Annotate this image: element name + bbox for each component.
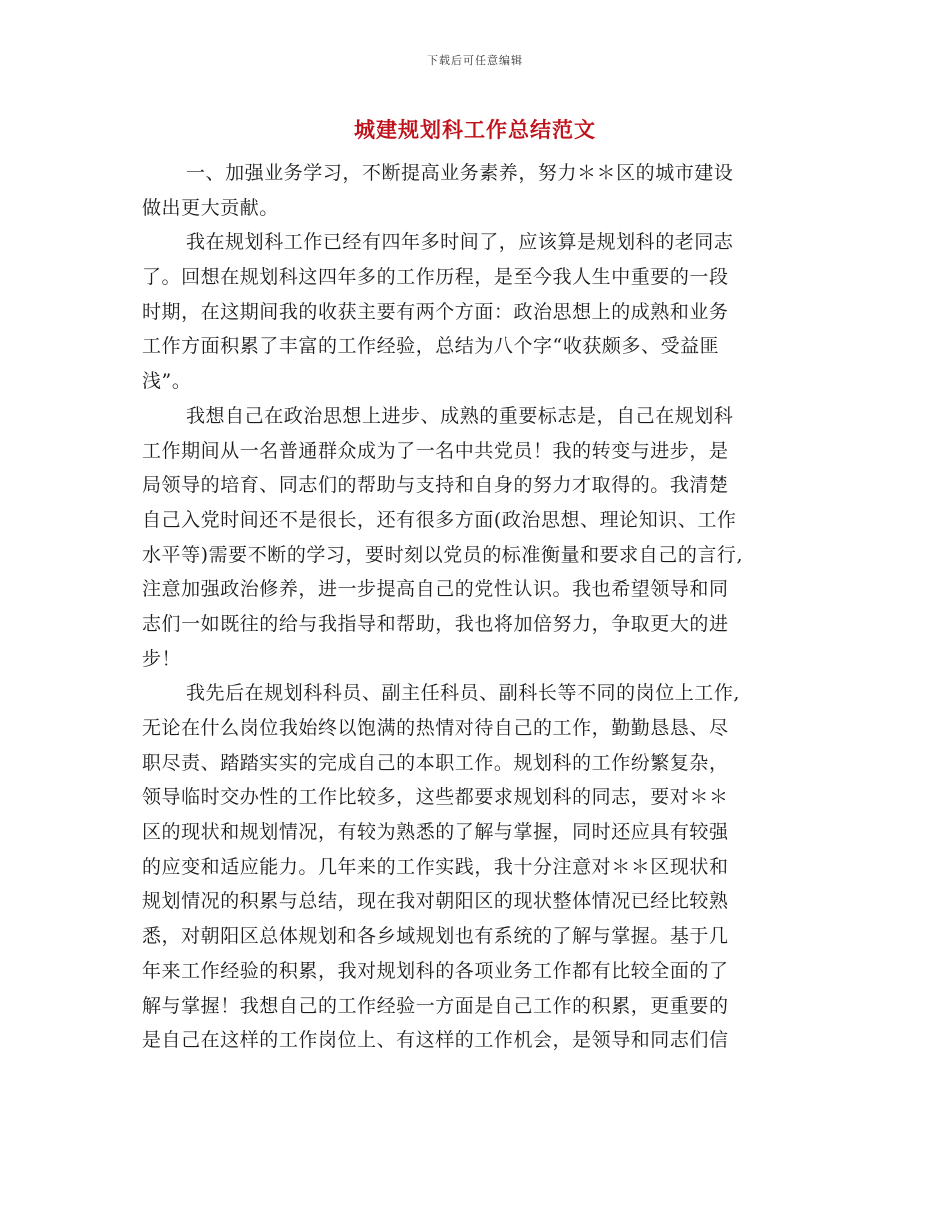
text-line: 局领导的培育、同志们的帮助与支持和自身的努力才取得的。我清楚 bbox=[142, 474, 729, 497]
header-note: 下载后可任意编辑 bbox=[427, 54, 523, 67]
text-line: 区的现状和规划情况，有较为熟悉的了解与掌握，同时还应具有较强 bbox=[142, 821, 729, 844]
text-line: 了。回想在规划科这四年多的工作历程，是至今我人生中重要的一段 bbox=[142, 266, 729, 289]
text-line: 无论在什么岗位我始终以饱满的热情对待自己的工作，勤勤恳恳、尽 bbox=[142, 717, 729, 739]
text-line: 悉，对朝阳区总体规划和各乡域规划也有系统的了解与掌握。基于几 bbox=[142, 925, 729, 948]
text-line: 做出更大贡献。 bbox=[142, 196, 279, 219]
text-line: 工作期间从一名普通群众成为了一名中共党员！我的转变与进步，是 bbox=[142, 439, 729, 462]
paragraph-4 bbox=[142, 676, 806, 1058]
text-line: 领导临时交办性的工作比较多，这些都要求规划科的同志，要对＊＊ bbox=[142, 786, 729, 809]
text-line: 步！ bbox=[142, 647, 182, 670]
text-line: 自己入党时间还不是很长，还有很多方面(政治思想、理论知识、工作 bbox=[142, 508, 737, 531]
text-line: 水平等)需要不断的学习，要时刻以党员的标准衡量和要求自己的言行, bbox=[142, 543, 744, 566]
text-line: 工作方面积累了丰富的工作经验，总结为八个字“收获颇多、受益匪 bbox=[142, 335, 720, 358]
text-line: 年来工作经验的积累，我对规划科的各项业务工作都有比较全面的了 bbox=[142, 959, 729, 982]
text-line: 时期，在这期间我的收获主要有两个方面：政治思想上的成熟和业务 bbox=[142, 300, 729, 323]
text-line: 注意加强政治修养，进一步提高自己的党性认识。我也希望领导和同 bbox=[142, 578, 729, 601]
document-title: 城建规划科工作总结范文 bbox=[354, 118, 596, 142]
text-line: 浅”。 bbox=[142, 370, 192, 393]
text-line: 职尽责、踏踏实实的完成自己的本职工作。规划科的工作纷繁复杂， bbox=[142, 751, 729, 774]
text-line: 是自己在这样的工作岗位上、有这样的工作机会，是领导和同志们信 bbox=[142, 1029, 729, 1052]
text-line: 我先后在规划科科员、副主任科员、副科长等不同的岗位上工作, bbox=[186, 682, 740, 705]
paragraph-3 bbox=[142, 399, 806, 677]
paragraph-1 bbox=[142, 156, 806, 225]
text-line: 一、加强业务学习，不断提高业务素养，努力＊＊区的城市建设 bbox=[186, 162, 734, 184]
paragraph-2 bbox=[142, 225, 806, 398]
text-line: 的应变和适应能力。几年来的工作实践，我十分注意对＊＊区现状和 bbox=[142, 855, 729, 878]
text-line: 我想自己在政治思想上进步、成熟的重要标志是，自己在规划科 bbox=[186, 404, 734, 427]
document-body bbox=[142, 156, 806, 1058]
text-line: 解与掌握！我想自己的工作经验一方面是自己工作的积累，更重要的 bbox=[142, 994, 729, 1017]
text-line: 规划情况的积累与总结，现在我对朝阳区的现状整体情况已经比较熟 bbox=[142, 890, 729, 913]
text-line: 志们一如既往的给与我指导和帮助，我也将加倍努力，争取更大的进 bbox=[142, 612, 729, 635]
text-line: 我在规划科工作已经有四年多时间了，应该算是规划科的老同志 bbox=[186, 231, 734, 254]
